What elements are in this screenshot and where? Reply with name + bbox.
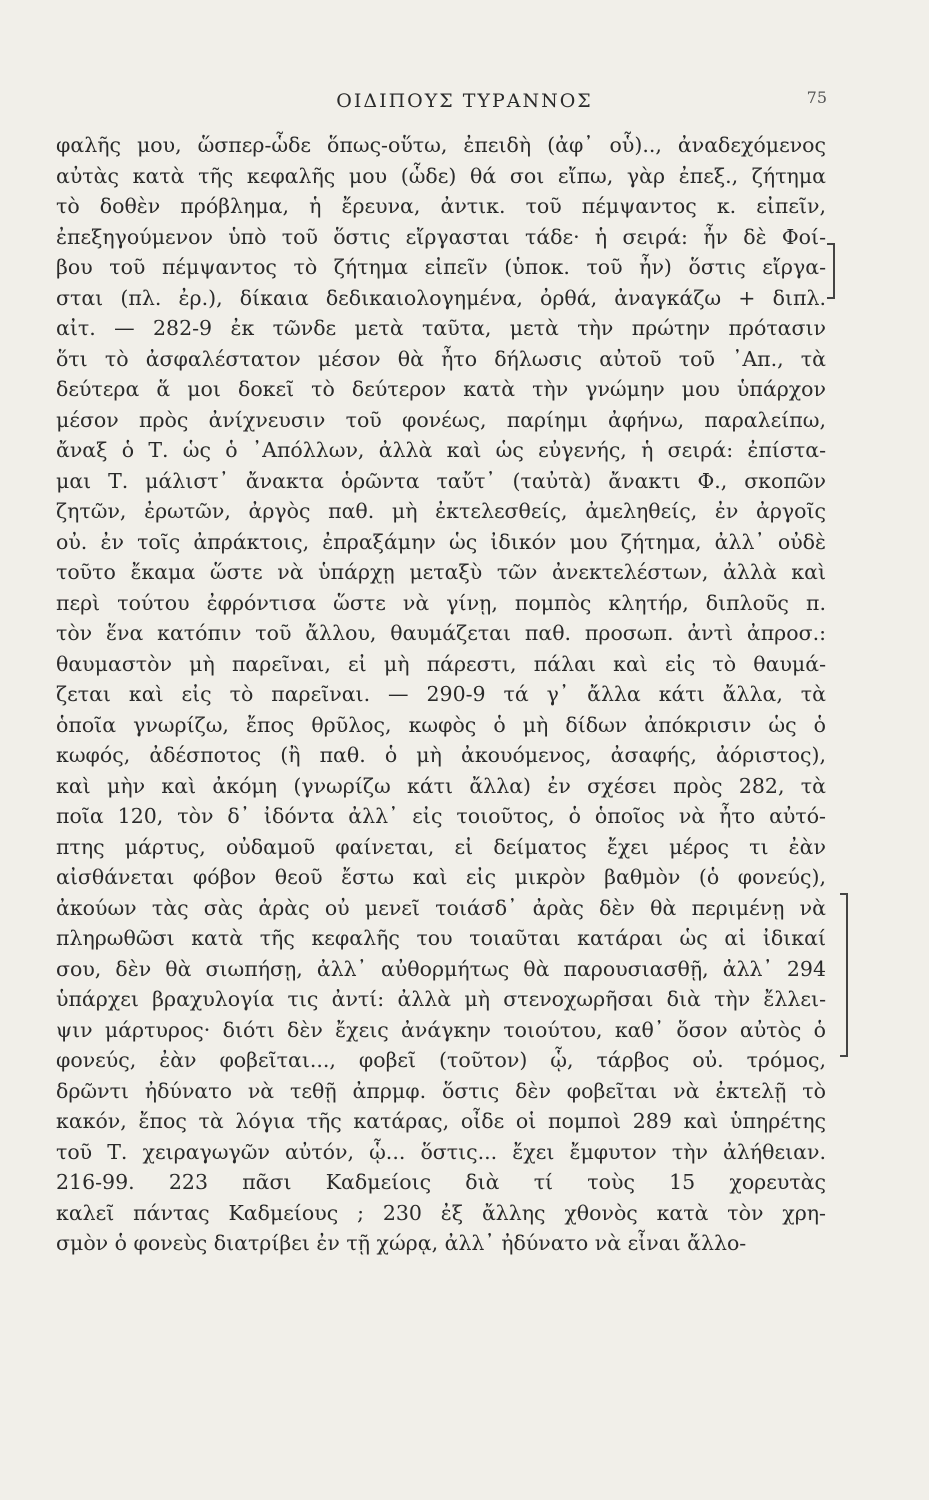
text-line: μαι Τ. μάλιστ᾽ ἄνακτα ὁρῶντα ταὔτ᾽ (ταὐτὰ) ἄνακτι Φ., σκοπῶν xyxy=(56,468,826,493)
page-header xyxy=(0,86,929,116)
text-line: τὸ δοθὲν πρόβλημα, ἡ ἔρευνα, ἀντικ. τοῦ πέμψαντος κ. εἰπεῖν, xyxy=(56,194,826,218)
text-line: ὑπάρχει βραχυλογία τις ἀντί: ἀλλὰ μὴ στενοχωρῆσαι διὰ τὴν ἔλλει- xyxy=(56,987,826,1011)
text-line: ψιν μάρτυρος· διότι δὲν ἔχεις ἀνάγκην τοιούτου, καθ᾽ ὅσον αὐτὸς ὁ xyxy=(56,1017,826,1042)
text-line: φαλῆς μου, ὥσπερ-ὧδε ὅπως-οὕτω, ἐπειδὴ (ἀφ᾽ οὗ).., ἀναδεχόμενος xyxy=(56,133,826,157)
margin-bracket xyxy=(827,243,835,299)
text-line: ἄναξ ὁ Τ. ὡς ὁ ᾿Απόλλων, ἀλλὰ καὶ ὡς εὐγενής, ἡ σειρά: ἐπίστα- xyxy=(56,438,826,462)
margin-bracket xyxy=(840,893,848,1057)
text-line: κωφός, ἀδέσποτος (ἢ παθ. ὁ μὴ ἀκουόμενος, ἀσαφής, ἀόριστος), xyxy=(56,743,826,767)
text-line: ζητῶν, ἐρωτῶν, ἀργὸς παθ. μὴ ἐκτελεσθείς, ἀμεληθείς, ἐν ἀργοῖς xyxy=(56,499,826,523)
text-line: αἰσθάνεται φόβον θεοῦ ἔστω καὶ εἰς μικρὸν βαθμὸν (ὁ φονεύς), xyxy=(56,865,826,889)
text-line: σου, δὲν θὰ σιωπήσῃ, ἀλλ᾽ αὐθορμήτως θὰ παρουσιασθῇ, ἀλλ᾽ 294 xyxy=(56,956,826,981)
text-line: ὁποῖα γνωρίζω, ἔπος θρῦλος, κωφὸς ὁ μὴ δίδων ἀπόκρισιν ὡς ὁ xyxy=(56,712,826,737)
text-line: ὅτι τὸ ἀσφαλέστατον μέσον θὰ ἦτο δήλωσις αὐτοῦ τοῦ ᾿Απ., τὰ xyxy=(56,346,826,371)
text-line: καλεῖ πάντας Καδμείους ; 230 ἐξ ἄλλης χθονὸς κατὰ τὸν χρη- xyxy=(56,1200,826,1225)
text-line: μέσον πρὸς ἀνίχνευσιν τοῦ φονέως, παρίημι ἀφήνω, παραλείπω, xyxy=(56,407,826,432)
running-title: ΟΙΔΙΠΟΥΣ ΤΥΡΑΝΝΟΣ xyxy=(336,90,593,112)
text-line: σμὸν ὁ φονεὺς διατρίβει ἐν τῇ χώρᾳ, ἀλλ᾽ ἠδύνατο νὰ εἶναι ἄλλο- xyxy=(56,1231,747,1255)
text-line: κακόν, ἔπος τὰ λόγια τῆς κατάρας, οἶδε οἱ πομποὶ 289 καὶ ὑπηρέτης xyxy=(56,1109,826,1133)
text-line: τοῦτο ἔκαμα ὥστε νὰ ὑπάρχῃ μεταξὺ τῶν ἀνεκτελέστων, ἀλλὰ καὶ xyxy=(56,560,826,584)
text-line: πτης μάρτυς, οὐδαμοῦ φαίνεται, εἰ δείματος ἔχει μέρος τι ἐὰν xyxy=(56,834,826,859)
text-line: ἀκούων τὰς σὰς ἀρὰς οὐ μενεῖ τοιάσδ᾽ ἀρὰς δὲν θὰ περιμένῃ νὰ xyxy=(56,895,826,920)
text-line: ποῖα 120, τὸν δ᾽ ἰδόντα ἀλλ᾽ εἰς τοιοῦτος, ὁ ὁποῖος νὰ ἦτο αὐτό- xyxy=(56,804,826,828)
text-line: τοῦ Τ. χειραγωγῶν αὐτόν, ᾧ... ὅστις... ἔχει ἔμφυτον τὴν ἀλήθειαν. xyxy=(56,1139,826,1164)
text-line: καὶ μὴν καὶ ἀκόμη (γνωρίζω κάτι ἄλλα) ἐν σχέσει πρὸς 282, τὰ xyxy=(56,773,826,798)
page-number: 75 xyxy=(806,88,827,107)
text-line: φονεύς, ἐὰν φοβεῖται..., φοβεῖ (τοῦτον) ᾧ, τάρβος οὐ. τρόμος, xyxy=(56,1048,826,1072)
text-line: βου τοῦ πέμψαντος τὸ ζήτημα εἰπεῖν (ὑποκ. τοῦ ἦν) ὅστις εἴργα- xyxy=(56,255,826,279)
text-line: δεύτερα ἅ μοι δοκεῖ τὸ δεύτερον κατὰ τὴν γνώμην μου ὑπάρχον xyxy=(56,377,826,401)
text-line: σται (πλ. ἐρ.), δίκαια δεδικαιολογημένα, ὀρθά, ἀναγκάζω + διπλ. xyxy=(56,285,826,310)
text-line: περὶ τούτου ἐφρόντισα ὥστε νὰ γίνῃ, πομπὸς κλητήρ, διπλοῦς π. xyxy=(56,590,826,615)
commentary-text xyxy=(56,130,826,1259)
text-line: αὐτὰς κατὰ τῆς κεφαλῆς μου (ὧδε) θά σοι εἴπω, γὰρ ἐπεξ., ζήτημα xyxy=(56,163,826,188)
text-line: ἐπεξηγούμενον ὑπὸ τοῦ ὅστις εἴργασται τάδε· ἡ σειρά: ἦν δὲ Φοί- xyxy=(56,224,826,249)
text-line: ζεται καὶ εἰς τὸ παρεῖναι. — 290-9 τά γ᾽ ἄλλα κάτι ἄλλα, τὰ xyxy=(56,682,826,706)
text-line: αἰτ. — 282-9 ἐκ τῶνδε μετὰ ταῦτα, μετὰ τὴν πρώτην πρότασιν xyxy=(56,316,826,340)
text-line: θαυμαστὸν μὴ παρεῖναι, εἰ μὴ πάρεστι, πάλαι καὶ εἰς τὸ θαυμά- xyxy=(56,651,826,676)
text-line: πληρωθῶσι κατὰ τῆς κεφαλῆς του τοιαῦται κατάραι ὡς αἱ ἰδικαί xyxy=(56,926,826,950)
text-line: 216-99. 223 πᾶσι Καδμείοις διὰ τί τοὺς 15 χορευτὰς xyxy=(56,1170,826,1194)
text-line: οὐ. ἐν τοῖς ἀπράκτοις, ἐπραξάμην ὡς ἰδικόν μου ζήτημα, ἀλλ᾽ οὐδὲ xyxy=(56,529,826,554)
text-line: δρῶντι ἠδύνατο νὰ τεθῇ ἀπρμφ. ὅστις δὲν φοβεῖται νὰ ἐκτελῇ τὸ xyxy=(56,1078,826,1103)
text-line: τὸν ἕνα κατόπιν τοῦ ἄλλου, θαυμάζεται παθ. προσωπ. ἀντὶ ἀπροσ.: xyxy=(56,621,826,645)
